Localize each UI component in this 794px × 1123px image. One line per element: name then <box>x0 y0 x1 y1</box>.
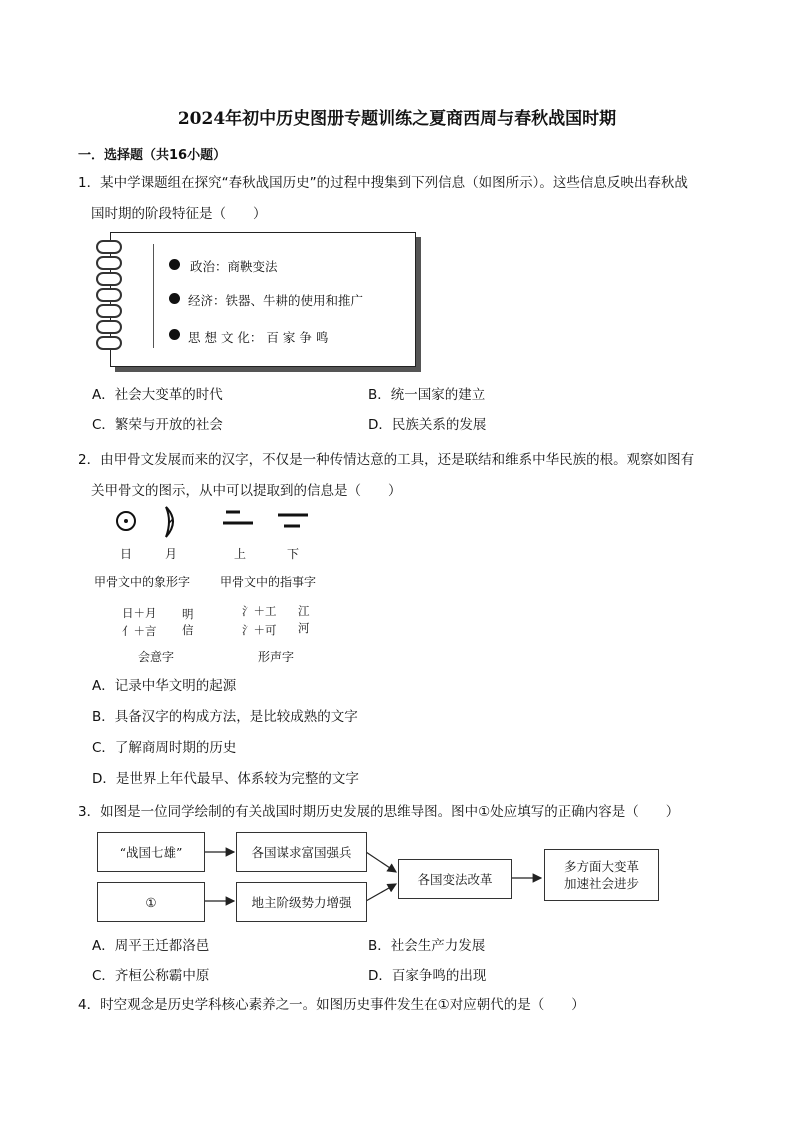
question-3-line1: 3．如图是一位同学绘制的有关战国时期历史发展的思维导图。图中①处应填写的正确内容是（ ） <box>78 804 680 820</box>
notebook-culture: 思 想 文 化： 百 家 争 鸣 <box>188 330 329 345</box>
q2-option-c[interactable]: C．了解商周时期的历史 <box>92 740 237 756</box>
q1-option-a[interactable]: A．社会大变革的时代 <box>92 387 223 403</box>
ideograph-caption: 会意字 <box>138 650 175 664</box>
indicative-caption: 甲骨文中的指事字 <box>220 575 317 589</box>
pictograph-caption: 甲骨文中的象形字 <box>94 575 191 589</box>
q2-option-d[interactable]: D．是世界上年代最早、体系较为完整的文字 <box>92 771 359 787</box>
question-2-line1: 2．由甲骨文发展而来的汉字，不仅是一种传情达意的工具，还是联结和维系中华民族的根。观察如图有 <box>78 452 695 468</box>
label-ri: 日 <box>120 547 133 561</box>
q3-option-a[interactable]: A．周平王迁都洛邑 <box>92 938 210 954</box>
q3-option-d[interactable]: D．百家争鸣的出现 <box>368 968 487 984</box>
ideograph-row-1-formula: 日＋月 <box>122 606 157 620</box>
mindmap-box-landlord: 地主阶级势力增强 <box>236 882 367 922</box>
question-4-stem <box>78 990 718 1021</box>
question-2-line2: 关甲骨文的图示，从中可以提取到的信息是（ ） <box>91 483 402 499</box>
mindmap-box-change <box>544 849 659 901</box>
phonosemantic-caption: 形声字 <box>258 650 295 664</box>
mindmap-box-change-line1: 多方面大变革 <box>563 859 639 874</box>
label-shang: 上 <box>234 547 247 561</box>
q1-option-b[interactable]: B．统一国家的建立 <box>368 387 486 403</box>
ideograph-row-2-formula: 亻＋言 <box>122 624 157 638</box>
q1-option-d[interactable]: D．民族关系的发展 <box>368 417 487 433</box>
mindmap-box-reform: 各国变法改革 <box>398 859 512 899</box>
ideograph-row-2-result: 信 <box>182 623 194 637</box>
phonosemantic-row-2-result: 河 <box>298 621 310 635</box>
label-yue: 月 <box>165 547 178 561</box>
q1-option-c[interactable]: C．繁荣与开放的社会 <box>92 417 223 433</box>
mindmap-box-blank: ① <box>97 882 205 922</box>
page-title: 2024年初中历史图册专题训练之夏商西周与春秋战国时期 <box>177 109 617 129</box>
q2-option-a[interactable]: A．记录中华文明的起源 <box>92 678 237 694</box>
ideograph-row-1-result: 明 <box>182 607 194 621</box>
notebook-economy: 经济：铁器、牛耕的使用和推广 <box>188 293 364 308</box>
mindmap-box-strengthen: 各国谋求富国强兵 <box>236 832 367 872</box>
mindmap-box-seven-states: “战国七雄” <box>97 832 205 872</box>
q3-option-c[interactable]: C．齐桓公称霸中原 <box>92 968 210 984</box>
question-1-line1: 1．某中学课题组在探究“春秋战国历史”的过程中搜集到下列信息（如图所示）。这些信息反映出春秋战 <box>78 175 688 191</box>
phonosemantic-row-2-formula: 氵＋可 <box>242 623 277 637</box>
q3-option-b[interactable]: B．社会生产力发展 <box>368 938 486 954</box>
notebook-politics: 政治：商鞅变法 <box>190 259 278 274</box>
mindmap-box-change-line2: 加速社会进步 <box>563 876 639 891</box>
question-1-line2: 国时期的阶段特征是（ ） <box>91 206 267 222</box>
section-heading: 一．选择题（共16小题） <box>78 148 227 163</box>
q2-option-b[interactable]: B．具备汉字的构成方法，是比较成熟的文字 <box>92 709 358 725</box>
question-4-line1: 4．时空观念是历史学科核心素养之一。如图历史事件发生在①对应朝代的是（ ） <box>78 997 585 1013</box>
phonosemantic-row-1-formula: 氵＋工 <box>242 604 277 618</box>
phonosemantic-row-1-result: 江 <box>298 604 310 618</box>
label-xia: 下 <box>287 547 300 561</box>
